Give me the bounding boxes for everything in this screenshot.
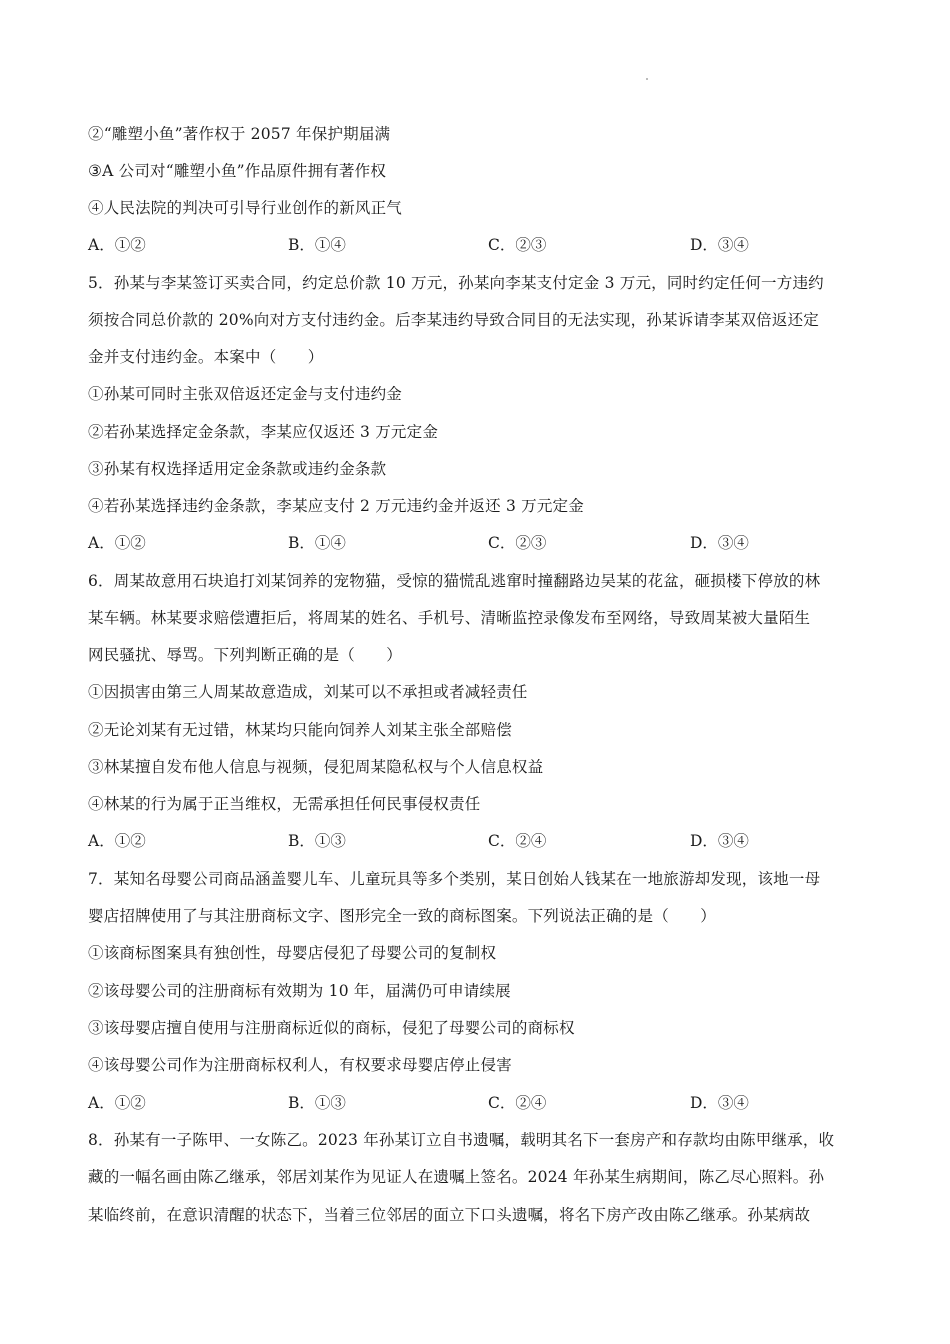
question-8-text: 8．孙某有一子陈甲、一女陈乙。2023 年孙某订立自书遗嘱，载明其名下一套房产和存款均由陈甲继承，收 xyxy=(88,1131,835,1149)
option-c: C．②③ xyxy=(488,534,547,552)
text-line: ①孙某可同时主张双倍返还定金与支付违约金 xyxy=(88,385,403,403)
text-line: ③该母婴店擅自使用与注册商标近似的商标，侵犯了母婴公司的商标权 xyxy=(88,1019,575,1037)
question-7-text: 7．某知名母婴公司商品涵盖婴儿车、儿童玩具等多个类别，某日创始人钱某在一地旅游却发现，该地一母 xyxy=(88,870,821,888)
option-a: A．①② xyxy=(88,832,146,850)
text-line: ③A 公司对“雕塑小鱼”作品原件拥有著作权 xyxy=(88,162,387,180)
option-c: C．②④ xyxy=(488,1094,547,1112)
text-line: 须按合同总价款的 20%向对方支付违约金。后李某违约导致合同目的无法实现，孙某诉请李某双倍返还定 xyxy=(88,311,819,329)
text-line: 某车辆。林某要求赔偿遭拒后，将周某的姓名、手机号、清晰监控录像发布至网络，导致周某被大量陌生 xyxy=(88,609,811,627)
option-c: C．②③ xyxy=(488,236,547,254)
option-b: B．①③ xyxy=(288,832,346,850)
text-line: ③孙某有权选择适用定金条款或违约金条款 xyxy=(88,460,387,478)
option-d: D．③④ xyxy=(690,534,749,552)
option-d: D．③④ xyxy=(690,832,749,850)
text-line: ②若孙某选择定金条款，李某应仅返还 3 万元定金 xyxy=(88,423,439,441)
option-a: A．①② xyxy=(88,534,146,552)
answer-options-q4 xyxy=(88,235,878,255)
text-line: ③林某擅自发布他人信息与视频，侵犯周某隐私权与个人信息权益 xyxy=(88,758,544,776)
text-line: ④林某的行为属于正当维权，无需承担任何民事侵权责任 xyxy=(88,795,481,813)
option-b: B．①③ xyxy=(288,1094,346,1112)
answer-options-q7 xyxy=(88,1093,878,1113)
text-line: 金并支付违约金。本案中（ ） xyxy=(88,348,324,366)
text-line: ②“雕塑小鱼”著作权于 2057 年保护期届满 xyxy=(88,125,391,143)
text-line: 藏的一幅名画由陈乙继承，邻居刘某作为见证人在遗嘱上签名。2024 年孙某生病期间，陈乙尽心照料。孙 xyxy=(88,1168,825,1186)
scan-dot xyxy=(646,78,648,80)
option-a: A．①② xyxy=(88,236,146,254)
text-line: ②该母婴公司的注册商标有效期为 10 年，届满仍可申请续展 xyxy=(88,982,511,1000)
option-d: D．③④ xyxy=(690,1094,749,1112)
question-5-text: 5．孙某与李某签订买卖合同，约定总价款 10 万元，孙某向李某支付定金 3 万元，同时约定任何一方违约 xyxy=(88,274,824,292)
text-line: 网民骚扰、辱骂。下列判断正确的是（ ） xyxy=(88,646,403,664)
option-b: B．①④ xyxy=(288,236,346,254)
option-d: D．③④ xyxy=(690,236,749,254)
text-line: ④人民法院的判决可引导行业创作的新风正气 xyxy=(88,199,403,217)
text-line: 婴店招牌使用了与其注册商标文字、图形完全一致的商标图案。下列说法正确的是（ ） xyxy=(88,907,717,925)
answer-options-q5 xyxy=(88,533,878,553)
option-c: C．②④ xyxy=(488,832,547,850)
text-line: ①该商标图案具有独创性，母婴店侵犯了母婴公司的复制权 xyxy=(88,944,497,962)
answer-options-q6 xyxy=(88,831,878,851)
question-6-text: 6．周某故意用石块追打刘某饲养的宠物猫，受惊的猫慌乱逃窜时撞翻路边吴某的花盆，砸损楼下停放的林 xyxy=(88,572,821,590)
text-line: ①因损害由第三人周某故意造成，刘某可以不承担或者减轻责任 xyxy=(88,683,528,701)
text-line: ④若孙某选择违约金条款，李某应支付 2 万元违约金并返还 3 万元定金 xyxy=(88,497,584,515)
option-b: B．①④ xyxy=(288,534,346,552)
text-line: ②无论刘某有无过错，林某均只能向饲养人刘某主张全部赔偿 xyxy=(88,721,512,739)
option-a: A．①② xyxy=(88,1094,146,1112)
text-line: 某临终前，在意识清醒的状态下，当着三位邻居的面立下口头遗嘱，将名下房产改由陈乙继承。孙某病故 xyxy=(88,1206,811,1224)
text-line: ④该母婴公司作为注册商标权利人，有权要求母婴店停止侵害 xyxy=(88,1056,512,1074)
